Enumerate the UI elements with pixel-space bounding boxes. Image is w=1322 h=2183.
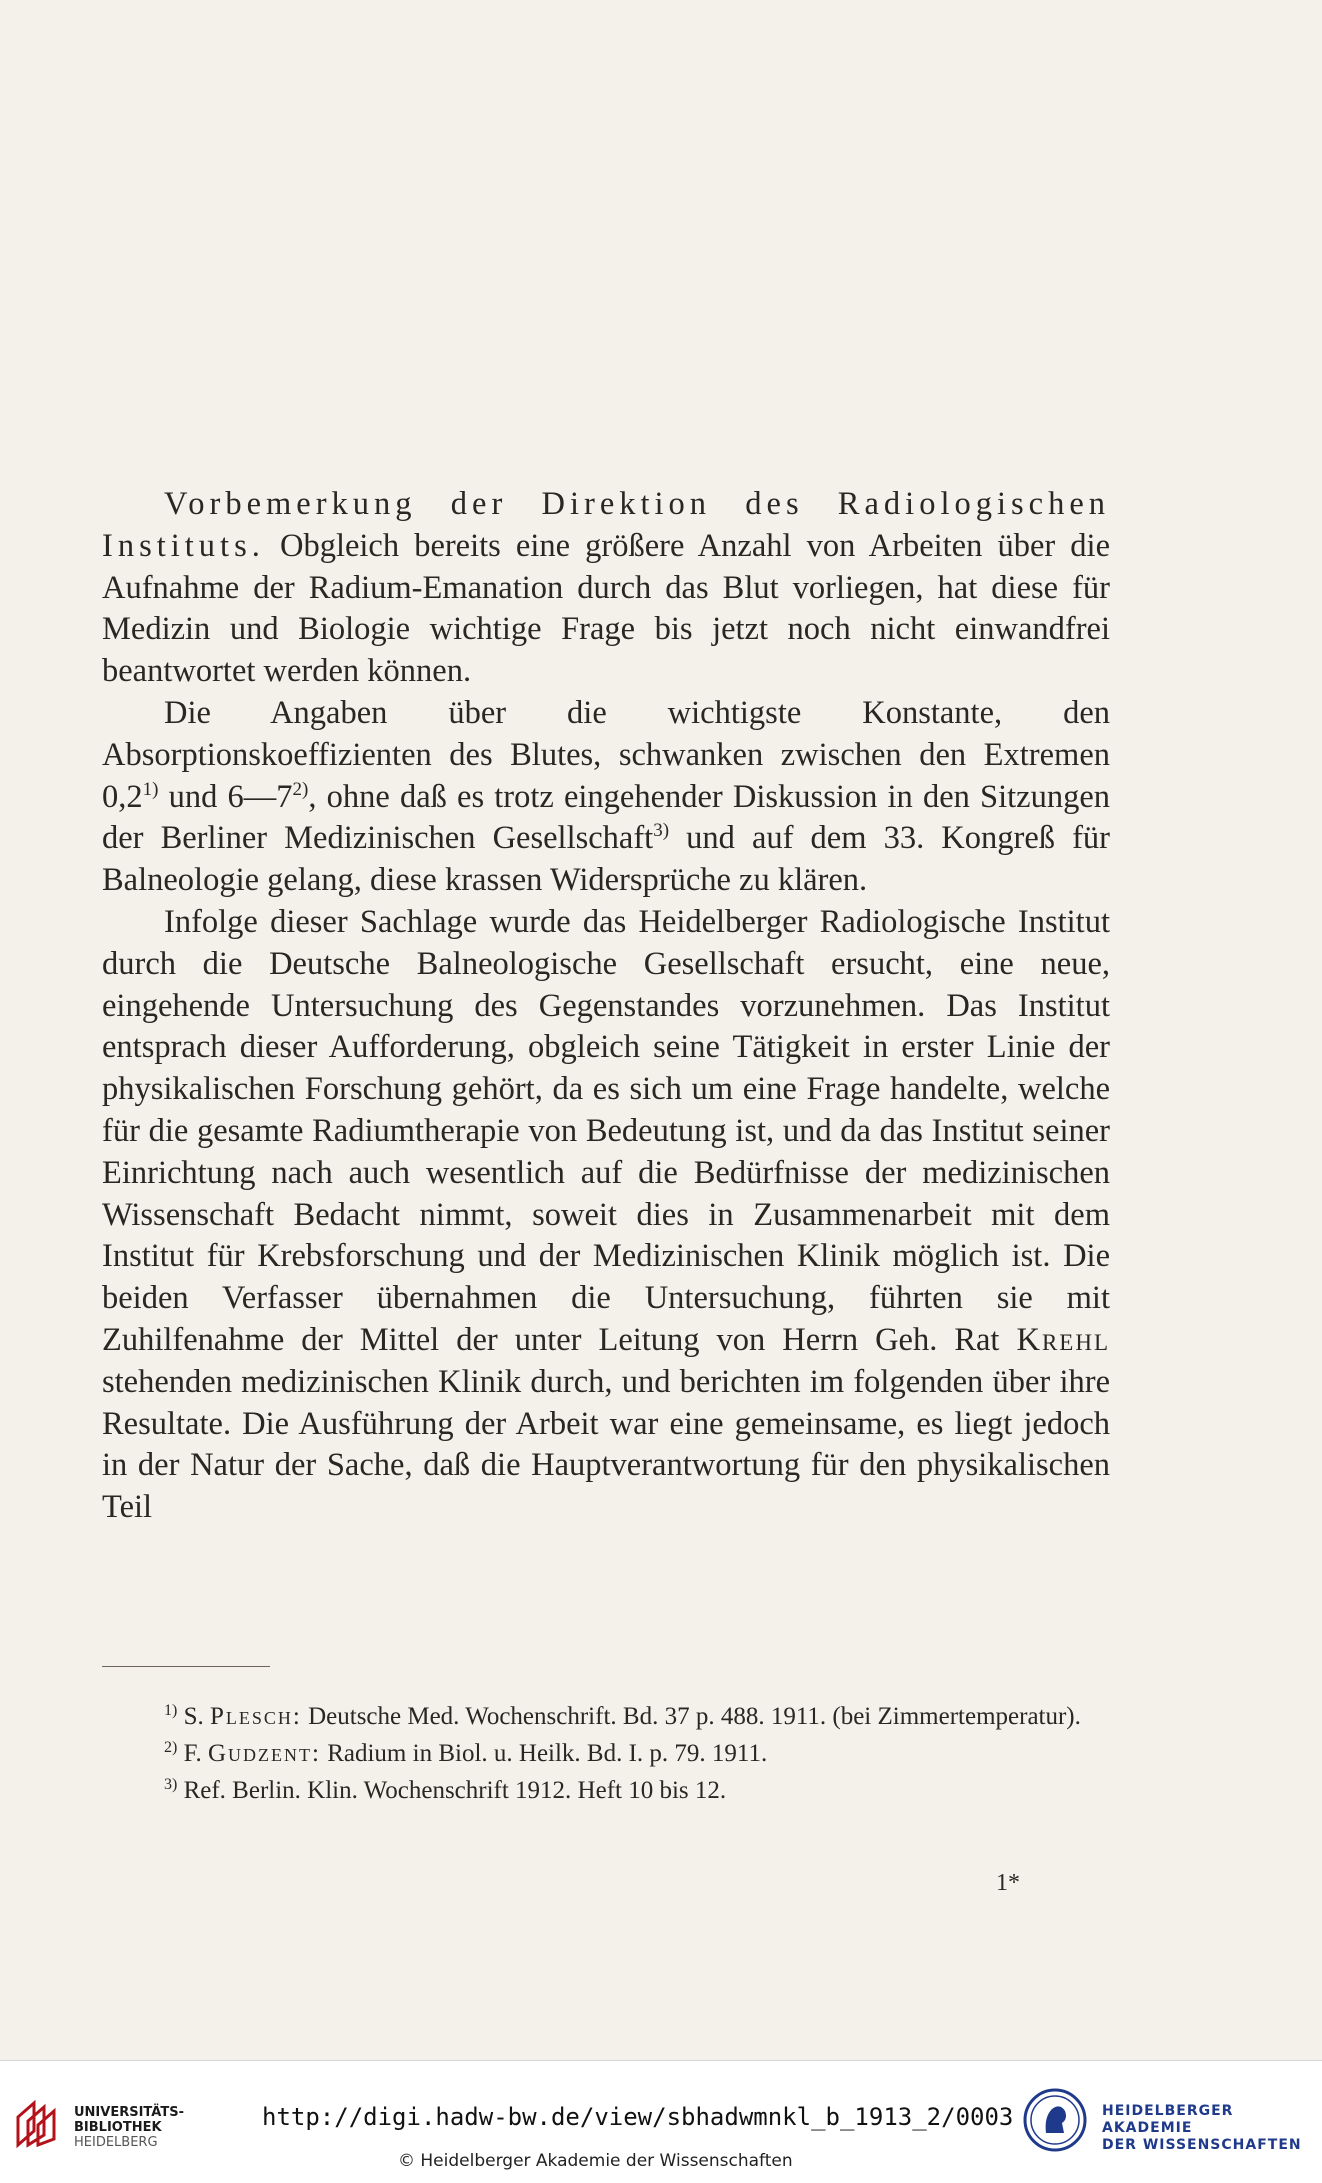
footnote-2-author: Gudzent:: [207, 1740, 321, 1767]
library-name: [74, 2105, 184, 2150]
investigation-text-a: Infolge dieser Sachlage wurde das Heidelberger Radiologische Institut durch die Deutsche Balneologische Gesellschaft ersucht, eine neue, eingehende Untersuchung des Gegenstandes vorzunehmen. Das Institut entsprach dieser Aufforderung, obgleich seine Tätigkeit in erster Linie der physikalischen Forschung gehört, da es sich um eine Frage handelte, welche für die gesamte Radiumtherapie von Bedeutung ist, und da das Institut seiner Einrichtung nach auch wesentlich auf die Bedürfnisse der medizinischen Wissenschaft Bedacht nimmt, soweit dies in Zusammenarbeit mit dem Institut für Krebsforschung und der Medizinischen Klinik möglich ist. Die beiden Verfasser übernahmen die Untersuchung, führten sie mit Zuhilfenahme der Mittel der unter Leitung von Herrn Geh. Rat: [102, 903, 1110, 1358]
investigation-text-b: stehenden medizinischen Klinik durch, und berichten im folgenden über ihre Resultate. Die Ausführung der Arbeit war eine gemeinsame, es liegt jedoch in der Natur der Sache, daß die Hauptverantwortung für den physikalischen Teil: [102, 1363, 1110, 1526]
permalink-url[interactable]: http://digi.hadw-bw.de/view/sbhadwmnkl_b_1913_2/0003: [262, 2103, 1014, 2131]
footnote-marker-2: 2): [164, 1739, 178, 1756]
library-name-line2: BIBLIOTHEK: [74, 2120, 162, 2135]
absorption-text-c: , ohne daß es trotz eingehender Diskussion in den Sitzungen der Berliner Medizinischen Gesellschaft: [102, 778, 1111, 857]
paragraph-absorption: [102, 693, 1110, 902]
footnote-1: [102, 1698, 1110, 1735]
main-text: [102, 484, 1110, 1529]
footnote-3: [102, 1772, 1110, 1809]
footnote-2-initial: F.: [183, 1740, 202, 1767]
paragraph-investigation: [102, 902, 1110, 1529]
footnote-ref-3[interactable]: 3): [653, 820, 670, 842]
footnote-ref-1[interactable]: 1): [142, 778, 159, 800]
footnote-divider: [102, 1666, 270, 1667]
academy-name: [1102, 2103, 1322, 2154]
footnotes: [102, 1698, 1110, 1809]
footnote-marker-3: 3): [164, 1776, 178, 1793]
footnote-ref-2[interactable]: 2): [292, 778, 309, 800]
copyright-notice: © Heidelberger Akademie der Wissenschaften: [398, 2151, 793, 2171]
library-logo-icon[interactable]: [12, 2097, 64, 2151]
footnote-marker-1: 1): [164, 1702, 178, 1719]
footnote-1-text: Deutsche Med. Wochenschrift. Bd. 37 p. 488. 1911. (bei Zimmertemperatur).: [308, 1703, 1081, 1730]
footnote-3-text: Ref. Berlin. Klin. Wochenschrift 1912. Heft 10 bis 12.: [183, 1777, 727, 1804]
signature-mark: 1*: [996, 1870, 1020, 1896]
absorption-text-a: Die Angaben über die wichtigste Konstante, den Absorptionskoeffizienten des Blutes, schwanken zwischen den Extremen 0,2: [102, 694, 1110, 815]
academy-name-line1: HEIDELBERGER AKADEMIE: [1102, 2103, 1234, 2136]
footnote-2: [102, 1735, 1110, 1772]
footnote-1-initial: S.: [183, 1703, 204, 1730]
absorption-text-d: und auf dem 33. Kongreß für Balneologie gelang, diese krassen Widersprüche zu klären.: [102, 820, 1110, 899]
footer-bar: [0, 2060, 1322, 2183]
academy-name-line2: DER WISSENSCHAFTEN: [1102, 2137, 1302, 2153]
library-name-line1: UNIVERSITÄTS-: [74, 2105, 184, 2120]
paragraph-preface: [102, 484, 1110, 693]
library-name-line3: HEIDELBERG: [74, 2135, 158, 2150]
author-name-krehl: Krehl: [1016, 1321, 1110, 1358]
academy-seal-icon[interactable]: [1022, 2087, 1088, 2153]
footnote-1-author: Plesch:: [209, 1703, 302, 1730]
preface-heading: Vorbemerkung der Direktion des Radiologischen Instituts.: [102, 486, 1110, 564]
preface-text: Obgleich bereits eine größere Anzahl von Arbeiten über die Aufnahme der Radium-Emanation durch das Blut vorliegen, hat diese für Medizin und Biologie wichtige Frage bis jetzt noch nicht einwandfrei beantwortet werden können.: [102, 527, 1110, 690]
footnote-2-text: Radium in Biol. u. Heilk. Bd. I. p. 79. 1911.: [327, 1740, 768, 1767]
absorption-text-b: und 6—7: [158, 778, 293, 815]
